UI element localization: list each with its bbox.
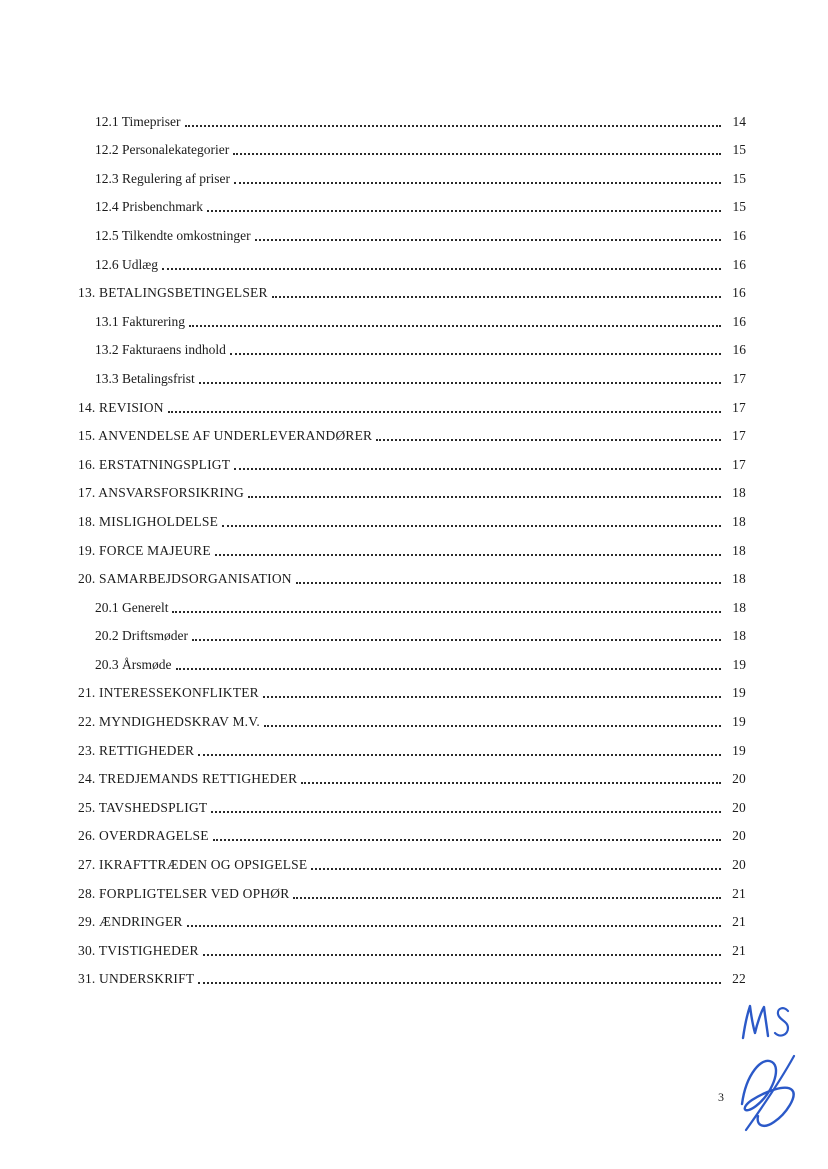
toc-entry <box>78 787 746 816</box>
toc-entry-label: 26. OVERDRAGELSE <box>78 828 209 844</box>
dotted-leader <box>311 868 721 870</box>
toc-entry-page: 18 <box>732 599 746 615</box>
dotted-leader <box>213 839 721 841</box>
toc-entry-page: 20 <box>732 799 746 815</box>
toc-entry-page: 15 <box>732 199 746 215</box>
toc-entry <box>78 644 746 673</box>
dotted-leader <box>199 382 721 384</box>
dotted-leader <box>263 696 721 698</box>
toc-entry-label: 22. MYNDIGHEDSKRAV M.V. <box>78 714 261 730</box>
toc-entry <box>78 473 746 502</box>
toc-entry <box>78 587 746 616</box>
dotted-leader <box>230 353 721 355</box>
dotted-leader <box>187 925 721 927</box>
toc-entry <box>78 530 746 559</box>
toc-entry <box>78 759 746 788</box>
dotted-leader <box>168 411 721 413</box>
toc-entry-page: 16 <box>732 313 746 329</box>
toc-entry-page: 16 <box>732 227 746 243</box>
toc-entry-label: 12.1 Timepriser <box>95 113 181 129</box>
toc-entry-page: 15 <box>732 142 746 158</box>
toc-entry <box>78 101 746 130</box>
toc-entry-label: 13. BETALINGSBETINGELSER <box>78 285 268 301</box>
toc-entry-page: 21 <box>732 914 746 930</box>
toc-entry <box>78 130 746 159</box>
toc-entry-label: 20.2 Driftsmøder <box>95 628 188 644</box>
toc-entry-label: 31. UNDERSKRIFT <box>78 971 195 987</box>
toc-entry-page: 17 <box>732 370 746 386</box>
handwritten-signature-icon <box>728 1050 802 1136</box>
toc-entry <box>78 959 746 988</box>
toc-entry-page: 22 <box>732 971 746 987</box>
toc-entry-page: 18 <box>732 628 746 644</box>
toc-entry-label: 14. REVISION <box>78 399 164 415</box>
toc-entry <box>78 244 746 273</box>
toc-entry-page: 17 <box>732 399 746 415</box>
toc-entry-label: 29. ÆNDRINGER <box>78 914 183 930</box>
dotted-leader <box>189 325 721 327</box>
toc-entry <box>78 930 746 959</box>
dotted-leader <box>203 954 721 956</box>
toc-entry-label: 12.6 Udlæg <box>95 256 159 272</box>
toc-entry-page: 17 <box>732 456 746 472</box>
dotted-leader <box>255 239 721 241</box>
toc-entry-page: 21 <box>732 885 746 901</box>
toc-entry-label: 12.4 Prisbenchmark <box>95 199 203 215</box>
signature-block <box>700 1002 810 1162</box>
handwritten-initials-icon <box>738 1002 796 1044</box>
toc-entry <box>78 416 746 445</box>
toc-entry-label: 13.3 Betalingsfrist <box>95 370 195 386</box>
toc-entry <box>78 730 746 759</box>
toc-entry <box>78 673 746 702</box>
dotted-leader <box>301 782 721 784</box>
dotted-leader <box>172 611 721 613</box>
toc-entry-label: 27. IKRAFTTRÆDEN OG OPSIGELSE <box>78 857 308 873</box>
toc-entry <box>78 187 746 216</box>
toc-entry-label: 20. SAMARBEJDSORGANISATION <box>78 571 292 587</box>
toc-entry-page: 18 <box>732 513 746 529</box>
toc-entry-label: 15. ANVENDELSE AF UNDERLEVERANDØRER <box>78 428 373 444</box>
dotted-leader <box>248 496 721 498</box>
toc-entry <box>78 873 746 902</box>
toc-entry-page: 16 <box>732 285 746 301</box>
dotted-leader <box>233 153 721 155</box>
dotted-leader <box>293 897 721 899</box>
toc-entry-label: 19. FORCE MAJEURE <box>78 542 211 558</box>
toc-entry-label: 20.1 Generelt <box>95 599 169 615</box>
dotted-leader <box>296 582 721 584</box>
toc-entry-label: 18. MISLIGHOLDELSE <box>78 513 219 529</box>
dotted-leader <box>198 754 721 756</box>
toc-entry-page: 20 <box>732 828 746 844</box>
toc-entry-page: 14 <box>732 113 746 129</box>
dotted-leader <box>207 210 721 212</box>
toc-entry-page: 20 <box>732 857 746 873</box>
toc-entry-page: 19 <box>732 656 746 672</box>
toc-entry-label: 16. ERSTATNINGSPLIGT <box>78 456 231 472</box>
toc-entry <box>78 358 746 387</box>
toc-entry <box>78 844 746 873</box>
table-of-contents <box>78 101 746 987</box>
toc-entry <box>78 902 746 931</box>
dotted-leader <box>211 811 721 813</box>
toc-entry <box>78 816 746 845</box>
toc-entry-page: 20 <box>732 771 746 787</box>
toc-entry-label: 25. TAVSHEDSPLIGT <box>78 799 208 815</box>
toc-entry-label: 13.1 Fakturering <box>95 313 185 329</box>
toc-entry <box>78 616 746 645</box>
toc-entry-label: 28. FORPLIGTELSER VED OPHØR <box>78 885 290 901</box>
toc-entry <box>78 158 746 187</box>
toc-entry <box>78 273 746 302</box>
dotted-leader <box>234 182 721 184</box>
toc-entry-page: 19 <box>732 714 746 730</box>
dotted-leader <box>264 725 721 727</box>
dotted-leader <box>272 296 721 298</box>
toc-entry-label: 13.2 Fakturaens indhold <box>95 342 226 358</box>
toc-entry-page: 18 <box>732 485 746 501</box>
toc-entry <box>78 701 746 730</box>
toc-entry <box>78 444 746 473</box>
toc-entry-page: 18 <box>732 542 746 558</box>
toc-entry <box>78 387 746 416</box>
toc-entry-page: 21 <box>732 942 746 958</box>
toc-entry-label: 12.5 Tilkendte omkostninger <box>95 227 251 243</box>
toc-entry-label: 12.2 Personalekategorier <box>95 142 230 158</box>
dotted-leader <box>176 668 722 670</box>
page-number: 3 <box>718 1090 724 1104</box>
dotted-leader <box>376 439 721 441</box>
toc-entry-label: 17. ANSVARSFORSIKRING <box>78 485 244 501</box>
toc-entry-page: 15 <box>732 170 746 186</box>
dotted-leader <box>215 554 721 556</box>
toc-entry-label: 30. TVISTIGHEDER <box>78 942 199 958</box>
toc-entry-page: 19 <box>732 685 746 701</box>
dotted-leader <box>234 468 721 470</box>
toc-entry-page: 17 <box>732 428 746 444</box>
toc-entry-label: 24. TREDJEMANDS RETTIGHEDER <box>78 771 298 787</box>
toc-entry-label: 21. INTERESSEKONFLIKTER <box>78 685 259 701</box>
dotted-leader <box>185 125 721 127</box>
toc-entry <box>78 330 746 359</box>
dotted-leader <box>192 639 721 641</box>
toc-entry-label: 23. RETTIGHEDER <box>78 742 195 758</box>
dotted-leader <box>222 525 721 527</box>
toc-entry <box>78 501 746 530</box>
toc-entry-page: 19 <box>732 742 746 758</box>
toc-entry-label: 12.3 Regulering af priser <box>95 170 230 186</box>
toc-entry-label: 20.3 Årsmøde <box>95 656 172 672</box>
toc-entry-page: 16 <box>732 256 746 272</box>
toc-entry <box>78 559 746 588</box>
toc-entry-page: 18 <box>732 571 746 587</box>
toc-entry <box>78 301 746 330</box>
dotted-leader <box>198 982 721 984</box>
toc-entry-page: 16 <box>732 342 746 358</box>
dotted-leader <box>162 268 721 270</box>
toc-entry <box>78 215 746 244</box>
